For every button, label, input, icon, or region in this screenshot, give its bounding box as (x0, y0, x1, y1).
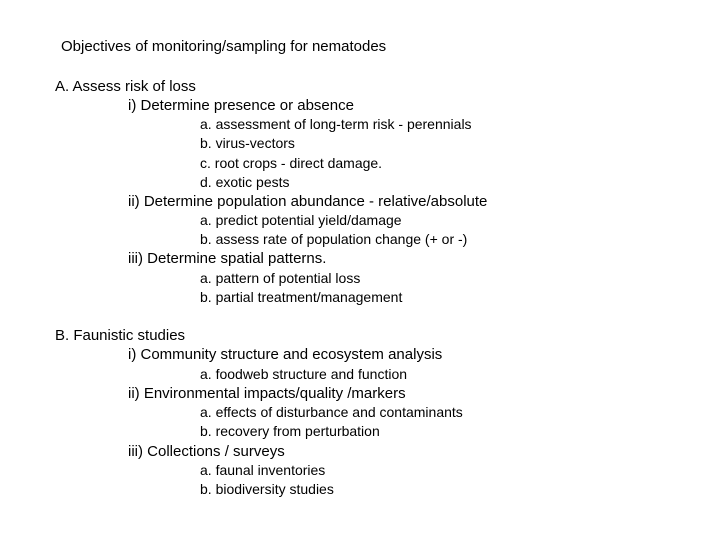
outline-subitem: b. partial treatment/management (200, 289, 403, 305)
outline-item: iii) Determine spatial patterns. (128, 250, 327, 267)
outline-subitem: a. predict potential yield/damage (200, 212, 402, 228)
outline-subitem: a. effects of disturbance and contaminants (200, 404, 463, 420)
outline-subitem: b. assess rate of population change (+ or -) (200, 231, 468, 247)
outline-subitem: a. faunal inventories (200, 462, 326, 478)
outline-item: iii) Collections / surveys (128, 443, 285, 460)
outline-subitem: a. foodweb structure and function (200, 366, 408, 382)
outline-item: i) Community structure and ecosystem analysis (128, 346, 443, 363)
outline-subitem: a. assessment of long-term risk - perennials (200, 116, 472, 132)
section-heading: B. Faunistic studies (55, 327, 186, 344)
outline-item: ii) Determine population abundance - relative/absolute (128, 193, 488, 210)
outline-subitem: a. pattern of potential loss (200, 270, 361, 286)
page-title: Objectives of monitoring/sampling for nematodes (61, 38, 387, 55)
outline-subitem: d. exotic pests (200, 174, 290, 190)
outline-subitem: b. biodiversity studies (200, 481, 334, 497)
outline-item: ii) Environmental impacts/quality /markers (128, 385, 406, 402)
outline-subitem: b. virus-vectors (200, 135, 295, 151)
outline-subitem: b. recovery from perturbation (200, 423, 380, 439)
outline-subitem: c. root crops - direct damage. (200, 155, 383, 171)
outline-item: i) Determine presence or absence (128, 97, 354, 114)
section-heading: A. Assess risk of loss (55, 78, 196, 95)
